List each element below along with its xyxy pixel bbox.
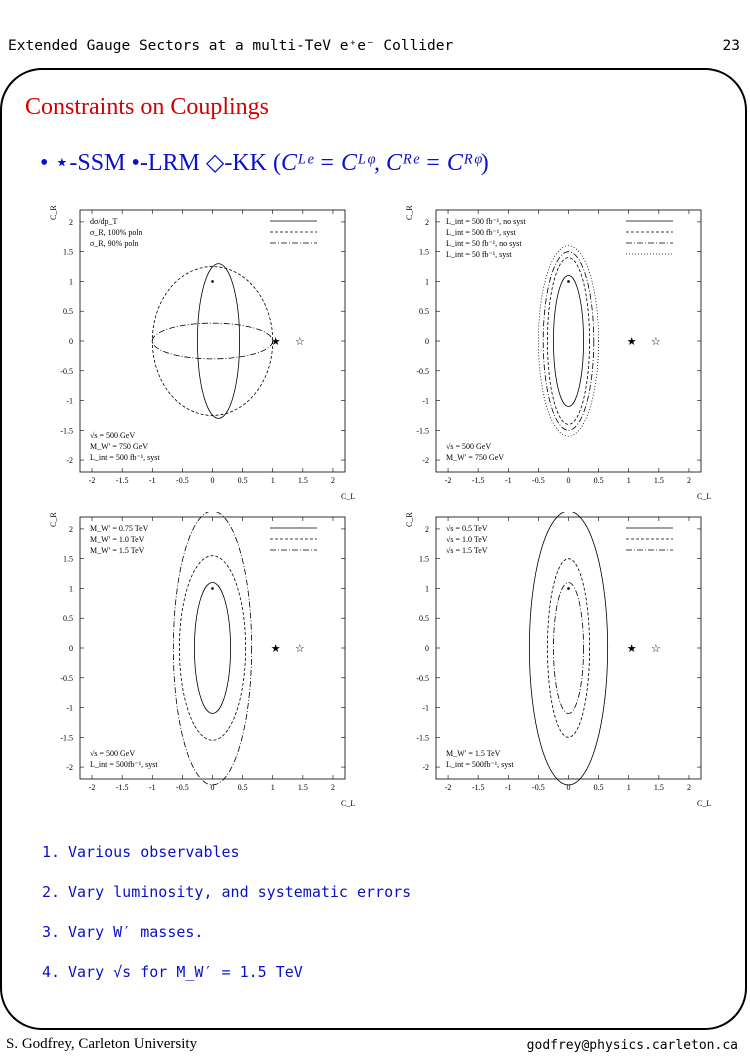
observables-list <box>42 843 411 1003</box>
x-tick-label: -1 <box>504 783 512 792</box>
contour-dashdot <box>152 323 272 359</box>
x-tick-label: 2 <box>686 476 691 485</box>
list-number: 3. <box>42 923 61 941</box>
x-tick-label: 0.5 <box>237 476 248 485</box>
plot-annotation: M_W′ = 1.5 TeV <box>446 749 501 758</box>
page-number: 23 <box>722 38 740 54</box>
x-tick-label: 1 <box>626 783 631 792</box>
y-axis-label: C_R <box>405 512 414 527</box>
y-tick-label: 0 <box>425 337 429 346</box>
legend-entry: σ_R, 100% poln <box>90 228 143 237</box>
x-tick-label: 0 <box>566 476 571 485</box>
plot-annotation: L_int = 500 fb⁻¹, syst <box>90 453 160 462</box>
plot-panel-2 <box>398 205 748 505</box>
y-tick-label: 1.5 <box>419 247 429 257</box>
y-tick-label: -1 <box>422 703 429 713</box>
list-number: 2. <box>42 883 61 901</box>
y-tick-label: -0.5 <box>60 673 73 683</box>
plot-panel-1 <box>42 205 392 505</box>
sm-point <box>567 587 570 590</box>
x-tick-label: 2 <box>330 783 335 792</box>
y-tick-label: 0 <box>425 644 429 653</box>
x-tick-label: 1 <box>626 476 631 485</box>
plot-annotation: √s = 500 GeV <box>90 431 136 440</box>
y-tick-label: 0.5 <box>63 307 73 317</box>
y-tick-label: -1 <box>66 396 73 406</box>
contour-solid <box>529 512 607 785</box>
legend-entry: √s = 1.5 TeV <box>446 546 488 555</box>
x-tick-label: -1.5 <box>471 476 485 485</box>
star-open-icon: ☆ <box>294 335 305 348</box>
y-tick-label: -1 <box>66 703 73 713</box>
x-tick-label: 2 <box>686 783 691 792</box>
x-tick-label: -1.5 <box>471 783 485 792</box>
y-tick-label: 2 <box>425 217 429 227</box>
y-axis-label: C_R <box>49 512 58 527</box>
y-tick-label: -1.5 <box>416 426 429 436</box>
legend-entry: M_W′ = 1.0 TeV <box>90 535 145 544</box>
x-tick-label: -1 <box>148 476 156 485</box>
plot-annotation: L_int = 500fb⁻¹, syst <box>90 760 158 769</box>
star-filled-icon: ★ <box>270 335 281 348</box>
list-number: 1. <box>42 843 61 861</box>
contour-dashdot <box>173 512 251 785</box>
x-axis-label: C_L <box>697 492 712 501</box>
legend-entry: √s = 0.5 TeV <box>446 524 488 533</box>
x-tick-label: 0 <box>566 783 571 792</box>
x-tick-label: 2 <box>330 476 335 485</box>
plot-svg-1 <box>42 205 392 505</box>
x-tick-label: -1 <box>504 476 512 485</box>
y-tick-label: 2 <box>69 524 73 534</box>
symbol-legend <box>40 148 489 177</box>
y-tick-label: 0.5 <box>63 614 73 624</box>
x-tick-label: -2 <box>88 476 96 485</box>
x-tick-label: -0.5 <box>176 476 189 485</box>
list-item <box>42 963 411 1003</box>
y-tick-label: -2 <box>66 456 73 466</box>
legend-entry: L_int = 50 fb⁻¹, syst <box>446 250 512 259</box>
x-tick-label: -2 <box>444 783 452 792</box>
x-tick-label: 0 <box>210 783 215 792</box>
legend-equation-right: Cᴿᵉ = Cᴿᵠ <box>385 150 481 176</box>
x-axis-label: C_L <box>341 799 356 808</box>
contour-dashdot <box>543 252 594 431</box>
legend-equation-left: Cᴸᵉ = Cᴸᵠ, <box>280 150 380 176</box>
star-filled-icon: ★ <box>270 642 281 655</box>
plot-annotation: √s = 500 GeV <box>446 442 492 451</box>
plot-svg-4 <box>398 512 748 812</box>
sm-point <box>211 587 214 590</box>
y-tick-label: 2 <box>69 217 73 227</box>
x-tick-label: 1.5 <box>653 783 664 792</box>
y-tick-label: 0.5 <box>419 307 429 317</box>
plot-annotation: L_int = 500fb⁻¹, syst <box>446 760 514 769</box>
y-tick-label: 1.5 <box>63 247 73 257</box>
x-tick-label: -1 <box>148 783 156 792</box>
plot-svg-3 <box>42 512 392 812</box>
star-filled-icon: ★ <box>626 642 637 655</box>
x-tick-label: -0.5 <box>176 783 189 792</box>
y-tick-label: 1 <box>425 584 429 594</box>
x-tick-label: 0.5 <box>237 783 248 792</box>
legend-entry: σ_R, 90% poln <box>90 239 139 248</box>
legend-entry: M_W′ = 0.75 TeV <box>90 524 149 533</box>
x-tick-label: 1 <box>270 783 275 792</box>
y-tick-label: 0 <box>69 644 73 653</box>
y-tick-label: -1.5 <box>60 733 73 743</box>
y-tick-label: 0 <box>69 337 73 346</box>
legend-entry: L_int = 500 fb⁻¹, no syst <box>446 217 526 226</box>
list-item <box>42 843 411 883</box>
y-tick-label: 1.5 <box>63 554 73 564</box>
legend-entry: L_int = 50 fb⁻¹, no syst <box>446 239 522 248</box>
x-tick-label: 1.5 <box>297 476 308 485</box>
x-tick-label: -2 <box>88 783 96 792</box>
legend-suffix: ) <box>480 150 489 176</box>
y-tick-label: 1 <box>425 277 429 287</box>
contour-dashed <box>179 556 245 741</box>
y-tick-label: 2 <box>425 524 429 534</box>
contour-dashdot <box>553 583 583 714</box>
plot-panel-3 <box>42 512 392 812</box>
plot-frame <box>436 517 701 779</box>
footer-author: S. Godfrey, Carleton University <box>6 1036 198 1052</box>
sm-point <box>211 280 214 283</box>
contour-solid <box>197 264 239 419</box>
slide-title: Constraints on Couplings <box>25 94 270 120</box>
x-tick-label: 0.5 <box>593 783 604 792</box>
list-text: Vary luminosity, and systematic errors <box>68 883 412 901</box>
y-tick-label: 1.5 <box>419 554 429 564</box>
legend-entry: dσ/dp_T <box>90 217 118 226</box>
page-header <box>8 38 740 60</box>
y-tick-label: -1 <box>422 396 429 406</box>
x-tick-label: -1.5 <box>115 476 129 485</box>
contour-solid <box>553 276 583 407</box>
x-tick-label: 0 <box>210 476 215 485</box>
plot-panel-4 <box>398 512 748 812</box>
y-tick-label: 0.5 <box>419 614 429 624</box>
x-tick-label: 0.5 <box>593 476 604 485</box>
y-tick-label: -2 <box>422 456 429 466</box>
x-axis-label: C_L <box>697 799 712 808</box>
y-tick-label: -2 <box>66 763 73 773</box>
header-title: Extended Gauge Sectors at a multi-TeV e⁺e⁻ Collider <box>8 38 454 54</box>
list-text: Vary W′ masses. <box>68 923 204 941</box>
y-tick-label: -0.5 <box>416 366 429 376</box>
x-tick-label: -2 <box>444 476 452 485</box>
x-tick-label: -1.5 <box>115 783 129 792</box>
list-text: Various observables <box>68 843 240 861</box>
plot-annotation: M_W′ = 750 GeV <box>90 442 149 451</box>
legend-entry: L_int = 500 fb⁻¹, syst <box>446 228 516 237</box>
y-tick-label: -0.5 <box>60 366 73 376</box>
x-tick-label: 1.5 <box>297 783 308 792</box>
star-open-icon: ☆ <box>294 642 305 655</box>
contour-solid <box>194 583 230 714</box>
y-axis-label: C_R <box>405 205 414 220</box>
x-tick-label: 1.5 <box>653 476 664 485</box>
y-tick-label: -0.5 <box>416 673 429 683</box>
legend-prefix: • ⋆-SSM •-LRM ◇-KK ( <box>40 150 281 176</box>
legend-entry: √s = 1.0 TeV <box>446 535 488 544</box>
y-tick-label: 1 <box>69 584 73 594</box>
plot-annotation: M_W′ = 750 GeV <box>446 453 505 462</box>
y-tick-label: 1 <box>69 277 73 287</box>
list-item <box>42 923 411 963</box>
y-axis-label: C_R <box>49 205 58 220</box>
contour-dashed <box>152 267 272 416</box>
plot-svg-2 <box>398 205 748 505</box>
list-text: Vary √s for M_W′ = 1.5 TeV <box>68 963 303 981</box>
x-tick-label: 1 <box>270 476 275 485</box>
plot-frame <box>80 517 345 779</box>
star-filled-icon: ★ <box>626 335 637 348</box>
y-tick-label: -1.5 <box>416 733 429 743</box>
y-tick-label: -2 <box>422 763 429 773</box>
list-item <box>42 883 411 923</box>
x-tick-label: -0.5 <box>532 476 545 485</box>
star-open-icon: ☆ <box>650 335 661 348</box>
plot-annotation: √s = 500 GeV <box>90 749 136 758</box>
page-footer <box>6 1036 738 1056</box>
x-tick-label: -0.5 <box>532 783 545 792</box>
y-tick-label: -1.5 <box>60 426 73 436</box>
legend-entry: M_W′ = 1.5 TeV <box>90 546 145 555</box>
star-open-icon: ☆ <box>650 642 661 655</box>
footer-email: godfrey@physics.carleton.ca <box>526 1038 738 1053</box>
x-axis-label: C_L <box>341 492 356 501</box>
list-number: 4. <box>42 963 61 981</box>
sm-point <box>567 280 570 283</box>
